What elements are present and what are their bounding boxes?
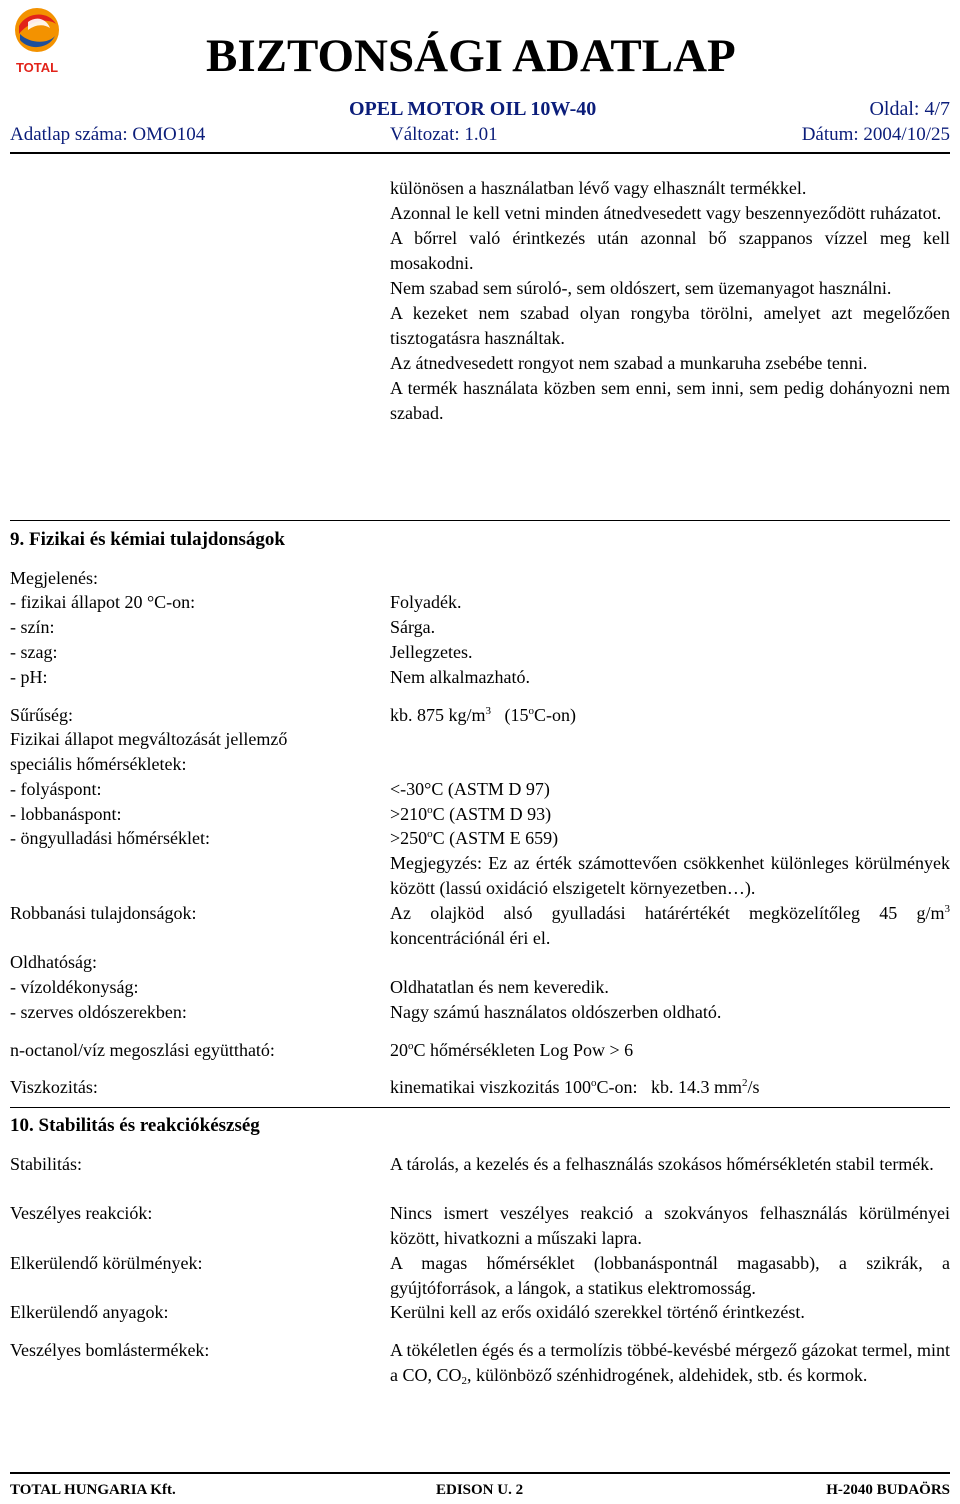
document-title: BIZTONSÁGI ADATLAP (206, 30, 736, 82)
state-value: Folyadék. (390, 592, 462, 612)
footer-company: TOTAL HUNGARIA Kft. (10, 1482, 176, 1498)
total-logo-icon (6, 4, 68, 76)
explosive-text-end: koncentrációnál éri el. (390, 928, 551, 948)
unit-exp: 3 (944, 903, 950, 915)
handling-paragraph: A termék használata közben sem enni, sem inni, sem pedig dohányozni nem szabad. (390, 378, 950, 423)
density-number: kb. 875 kg/m (390, 705, 486, 725)
pour-point-value: <-30°C (ASTM D 97) (390, 779, 550, 799)
viscosity-number: C-on: kb. 14.3 mm (596, 1077, 742, 1097)
version: Változat: 1.01 (390, 124, 498, 145)
section-divider (10, 1107, 950, 1108)
degree-mark: o (408, 1040, 414, 1052)
total-logo (6, 4, 68, 76)
density-temp: (15 (491, 705, 529, 725)
section-10-title: 10. Stabilitás és reakciókészség (10, 1115, 260, 1136)
organic-solubility-label: - szerves oldószerekben: (10, 1002, 187, 1022)
date: Dátum: 2004/10/25 (801, 124, 950, 145)
state-label: - fizikai állapot 20 °C-on: (10, 592, 196, 612)
degree-mark: o (427, 804, 433, 816)
stability-value: A tárolás, a kezelés és a felhasználás szokásos hőmérsékletén stabil termék. (390, 1154, 934, 1174)
conditions-label: Elkerülendő körülmények: (10, 1253, 203, 1273)
conditions-value: A magas hőmérséklet (lobbanáspontnál magasabb), a szikrák, a gyújtóforrások, a lángok, a statikus elektromosság. (390, 1253, 950, 1298)
appearance-label: Megjelenés: (10, 568, 98, 588)
color-value: Sárga. (390, 617, 436, 637)
autoignition-label: - öngyulladási hőmérséklet: (10, 828, 210, 848)
explosive-value (390, 901, 950, 951)
stability-label: Stabilitás: (10, 1154, 82, 1174)
viscosity-value (390, 1075, 759, 1100)
sheet-number: Adatlap száma: OMO104 (10, 124, 206, 145)
autoignition-value (390, 826, 558, 851)
ph-value: Nem alkalmazható. (390, 667, 530, 687)
ph-label: - pH: (10, 667, 48, 687)
hazardous-reactions-label: Veszélyes reakciók: (10, 1203, 153, 1223)
partition-label: n-octanol/víz megoszlási együttható: (10, 1040, 275, 1060)
density-unit-exp: 3 (485, 705, 492, 717)
odor-value: Jellegzetes. (390, 642, 473, 662)
density-temp-unit: C-on) (534, 705, 577, 725)
autoign-number: >250 (390, 828, 428, 848)
decomposition-text: A tökéletlen égés és a termolízis többé-kevésbé mérgező gázokat termel, mint a CO, CO (390, 1340, 950, 1385)
degree-mark: o (528, 705, 535, 717)
decomposition-value (390, 1338, 950, 1388)
footer-city: H-2040 BUDAÖRS (826, 1482, 950, 1498)
section-9-title: 9. Fizikai és kémiai tulajdonságok (10, 529, 285, 550)
handling-paragraph: A kezeket nem szabad olyan rongyba törölni, amelyet azt megelőzően tisztogatásra használtak. (390, 303, 950, 348)
viscosity-unit: /s (747, 1077, 760, 1097)
logo-wordmark: TOTAL (15, 60, 59, 75)
handling-paragraph: Az átnedvesedett rongyot nem szabad a munkaruha zsebébe tenni. (390, 353, 868, 373)
partition-temp: 20 (390, 1040, 408, 1060)
handling-paragraph: Azonnal le kell vetni minden átnedvesedett vagy beszennyeződött ruházatot. (390, 203, 942, 223)
flash-method: C (ASTM D 93) (432, 804, 552, 824)
page-number: Oldal: 4/7 (869, 98, 950, 120)
water-solubility-value: Oldhatatlan és nem keveredik. (390, 977, 609, 997)
unit-exp: 2 (741, 1077, 748, 1089)
decomposition-text-end: , különböző szénhidrogének, aldehidek, stb. és kormok. (467, 1365, 868, 1385)
handling-paragraph: Nem szabad sem súroló-, sem oldószert, sem üzemanyagot használni. (390, 278, 892, 298)
explosive-label: Robbanási tulajdonságok: (10, 903, 197, 923)
degree-mark: o (590, 1077, 597, 1089)
autoignition-note: Megjegyzés: Ez az érték számottevően csökkenhet különleges körülmények között (lassú oxidáció elszigetelt környezetben…). (390, 853, 950, 898)
special-temps-label-2: speciális hőmérsékletek: (10, 754, 187, 774)
density-label: Sűrűség: (10, 705, 73, 725)
handling-paragraph: különösen a használatban lévő vagy elhasznált termékkel. (390, 178, 807, 198)
footer-divider (10, 1472, 950, 1474)
degree-mark: o (427, 828, 433, 840)
handling-instructions (390, 176, 950, 426)
odor-label: - szag: (10, 642, 58, 662)
viscosity-text: kinematikai viszkozitás 100 (390, 1077, 591, 1097)
flash-point-value (390, 802, 551, 827)
materials-value: Kerülni kell az erős oxidáló szerekkel történő érintkezést. (390, 1302, 805, 1322)
density-value (390, 703, 576, 728)
handling-paragraph: A bőrrel való érintkezés után azonnal bő szappanos vízzel meg kell mosakodni. (390, 228, 950, 273)
header-divider (10, 152, 950, 154)
pour-point-label: - folyáspont: (10, 779, 102, 799)
flash-number: >210 (390, 804, 428, 824)
hazardous-reactions-value: Nincs ismert veszélyes reakció a szokványos felhasználás körülményei között, hivatkozni a műszaki lapra. (390, 1203, 950, 1248)
explosive-text: Az olajköd alsó gyulladási határértékét megközelítőleg 45 g/m (390, 903, 945, 923)
decomposition-label: Veszélyes bomlástermékek: (10, 1340, 210, 1360)
materials-label: Elkerülendő anyagok: (10, 1302, 169, 1322)
water-solubility-label: - vízoldékonyság: (10, 977, 139, 997)
flash-point-label: - lobbanáspont: (10, 804, 122, 824)
co2-subscript: 2 (461, 1375, 467, 1387)
footer-street: EDISON U. 2 (436, 1482, 524, 1498)
section-divider (10, 520, 950, 521)
autoign-method: C (ASTM E 659) (432, 828, 559, 848)
color-label: - szín: (10, 617, 55, 637)
special-temps-label: Fizikai állapot megváltozását jellemző (10, 729, 288, 749)
solubility-label: Oldhatóság: (10, 952, 97, 972)
partition-value (390, 1038, 633, 1063)
partition-text: C hőmérsékleten Log Pow > 6 (413, 1040, 634, 1060)
viscosity-label: Viszkozitás: (10, 1077, 98, 1097)
organic-solubility-value: Nagy számú használatos oldószerben oldható. (390, 1002, 722, 1022)
product-name: OPEL MOTOR OIL 10W-40 (349, 98, 597, 120)
